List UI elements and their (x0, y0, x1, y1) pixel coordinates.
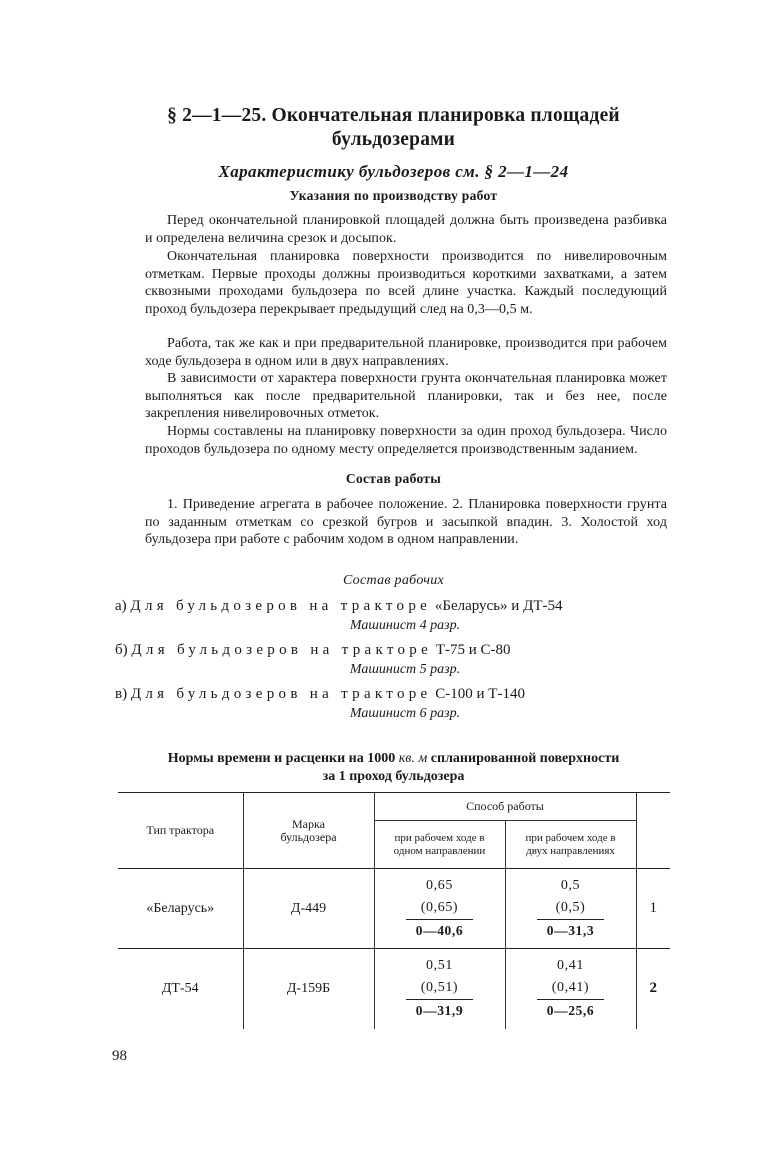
section-title-line1: § 2—1—25. Окончательная планировка площадей (167, 105, 620, 126)
table-title-line2: за 1 проход бульдозера (322, 769, 465, 784)
item-prefix: в) (115, 686, 128, 702)
header-one-direction: при рабочем ходе в одном направлении (374, 821, 505, 869)
workers-list (115, 596, 675, 724)
rate: 0—25,6 (537, 999, 604, 1022)
item-tractors: С-100 и Т-140 (435, 686, 525, 702)
page-number: 98 (112, 1048, 127, 1064)
time-norm: 0,41 (557, 958, 584, 974)
paragraph-5: Нормы составлены на планировку поверхности за один проход бульдозера. Число проходов бульдозера по одному месту определяется производственным заданием. (145, 424, 667, 457)
header-num-col (636, 793, 670, 869)
cell-tractor: ДТ-54 (161, 980, 199, 996)
item-prefix: б) (115, 642, 128, 658)
header-bulldozer-brand: Марка бульдозера (243, 793, 374, 869)
workers-item-b (115, 640, 675, 660)
workers-item-c (115, 684, 675, 704)
item-tractors: «Беларусь» и ДТ-54 (434, 598, 563, 614)
workers-grade-a: Машинист 4 разр. (349, 618, 461, 633)
cell-tractor: «Беларусь» (146, 900, 215, 916)
section-title-line2: бульдозерами (331, 129, 456, 150)
item-spaced-text: Для бульдозеров на тракторе (131, 642, 433, 658)
item-tractors: Т-75 и С-80 (435, 642, 511, 658)
section-subtitle: Характеристику бульдозеров см. § 2—1—24 (218, 162, 569, 181)
table-title-line1 (117, 750, 670, 768)
composition-text: 1. Приведение агрегата в рабочее положение. 2. Планировка поверхности грунта по заданным отметкам со срезкой бугров и засыпкой впадин. 3. Холостой ход бульдозера при работе с рабочим ходом в одном направлении. (145, 497, 667, 548)
time-norm-paren: (0,41) (551, 980, 590, 996)
header-two-directions: при рабочем ходе в двух направлениях (505, 821, 636, 869)
composition-heading: Состав работы (345, 471, 442, 486)
cell-two-directions (505, 949, 636, 1029)
title-text: спланированной поверхности (427, 751, 620, 766)
norm-fraction (406, 875, 473, 942)
rate: 0—31,9 (406, 999, 473, 1022)
time-norm-paren: (0,51) (420, 980, 459, 996)
norms-table (118, 792, 670, 1029)
rate: 0—31,3 (537, 919, 604, 942)
title-text: Нормы времени и расценки на 1000 (167, 751, 399, 766)
rate: 0—40,6 (406, 919, 473, 942)
cell-two-directions (505, 869, 636, 949)
workers-grade-b: Машинист 5 разр. (349, 662, 461, 677)
paragraph-2: Окончательная планировка поверхности производится по нивелировочным отметкам. Первые проходы должны производиться короткими захватками, а затем сквозными проходами бульдозера по всей длине участка. Каждый последующий проход бульдозера перекрывает предыдущий след на 0,3—0,5 м. (145, 249, 667, 317)
norm-fraction (537, 955, 604, 1022)
row-number: 1 (636, 869, 670, 949)
instructions-heading: Указания по производству работ (289, 188, 498, 203)
time-norm-paren: (0,65) (420, 900, 459, 915)
section-title (117, 104, 670, 152)
time-norm: 0,65 (426, 878, 453, 893)
norm-fraction (537, 875, 604, 942)
workers-grade-c: Машинист 6 разр. (349, 706, 461, 721)
workers-item-a (115, 596, 675, 616)
cell-one-direction (374, 869, 505, 949)
cell-one-direction (374, 949, 505, 1029)
norm-fraction (406, 955, 473, 1022)
workers-heading: Состав рабочих (342, 573, 445, 588)
time-norm: 0,5 (560, 878, 581, 893)
row-number: 2 (636, 949, 670, 1029)
paragraph-1: Перед окончательной планировкой площадей должна быть произведена разбивка и определена величина срезок и досыпок. (145, 213, 667, 246)
time-norm-paren: (0,5) (555, 900, 586, 915)
item-prefix: а) (115, 598, 127, 614)
table-title (117, 750, 670, 786)
item-spaced-text: Для бульдозеров на тракторе (130, 686, 432, 702)
title-unit: кв. м (398, 751, 428, 766)
cell-brand: Д-449 (243, 869, 374, 949)
paragraph-3: Работа, так же как и при предварительной планировке, производится при рабочем ходе бульдозера в одном или в двух направлениях. (145, 336, 667, 369)
paragraph-4: В зависимости от характера поверхности грунта окончательная планировка может выполняться как после предварительной планировки, так и без нее, после закрепления нивелировочных отметок. (145, 371, 667, 422)
table-row (118, 869, 670, 949)
header-work-method: Способ работы (374, 793, 636, 821)
table-row (118, 949, 670, 1029)
item-spaced-text: Для бульдозеров на тракторе (130, 598, 432, 614)
time-norm: 0,51 (426, 958, 453, 974)
cell-brand: Д-159Б (243, 949, 374, 1029)
header-tractor-type: Тип трактора (146, 823, 215, 838)
